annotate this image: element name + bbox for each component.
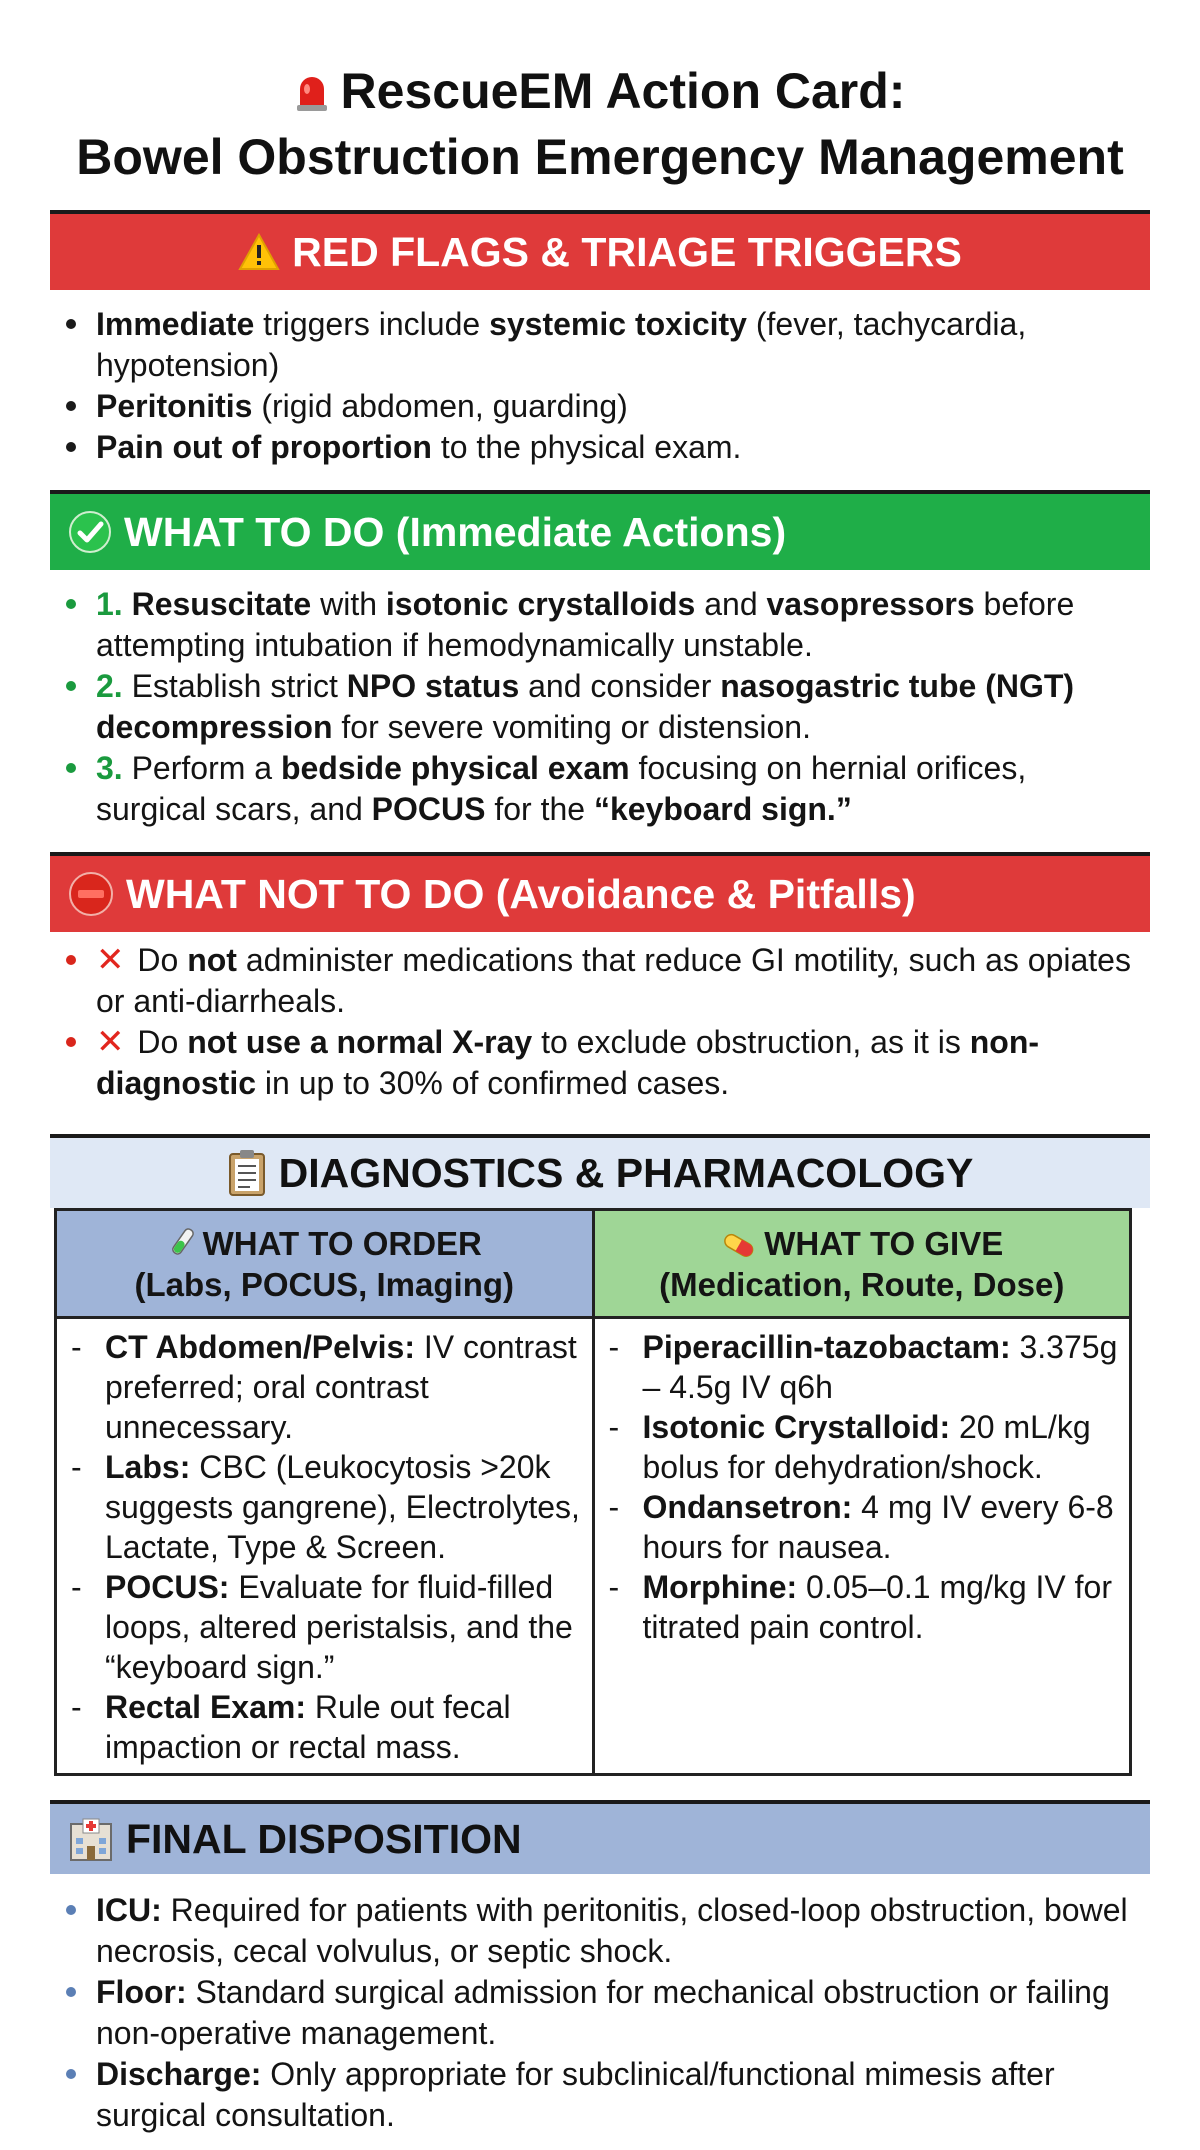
what-to-give-subtitle: (Medication, Route, Dose) [659,1265,1065,1303]
what-to-order-cell [57,1319,595,1773]
disposition-list [62,1890,1142,2136]
hospital-icon [68,1816,114,1862]
pill-icon [720,1231,758,1259]
what-to-order-list [65,1327,582,1767]
action-item: 2. Establish strict NPO status and consider nasogastric tube (NGT) decompression for severe vomiting or distension. [62,666,1142,748]
red-flag-item: Immediate triggers include systemic toxicity (fever, tachycardia, hypotension) [62,304,1142,386]
title-text-1: RescueEM Action Card: [340,63,906,119]
action-item: 3. Perform a bedside physical exam focusing on hernial orifices, surgical scars, and POCUS for the “keyboard sign.” [62,748,1142,830]
what-to-do-heading: WHAT TO DO (Immediate Actions) [124,508,787,555]
pitfall-item: ✕ Do not use a normal X-ray to exclude obstruction, as it is non-diagnostic in up to 30% of confirmed cases. [62,1022,1142,1104]
order-item: - Labs: CBC (Leukocytosis >20k suggests gangrene), Electrolytes, Lactate, Type & Screen. [65,1447,582,1567]
action-item: 1. Resuscitate with isotonic crystalloids and vasopressors before attempting intubation if hemodynamically unstable. [62,584,1142,666]
order-item: - Rectal Exam: Rule out fecal impaction or rectal mass. [65,1687,582,1767]
disposition-banner [50,1800,1150,1874]
page-title [40,58,1160,190]
red-flag-item: Pain out of proportion to the physical exam. [62,427,1142,468]
what-not-to-do-heading: WHAT NOT TO DO (Avoidance & Pitfalls) [126,870,916,917]
medication-item: - Piperacillin-tazobactam: 3.375g – 4.5g IV q6h [603,1327,1120,1407]
disposition-item: Discharge: Only appropriate for subclinical/functional mimesis after surgical consultation. [62,2054,1142,2136]
what-to-order-title: WHAT TO ORDER [202,1224,482,1262]
diagnostics-banner [50,1134,1150,1208]
what-not-to-do-list [62,940,1142,1104]
red-flags-list [62,304,1142,468]
order-item: - CT Abdomen/Pelvis: IV contrast preferred; oral contrast unnecessary. [65,1327,582,1447]
order-item: - POCUS: Evaluate for fluid-filled loops, altered peristalsis, and the “keyboard sign.” [65,1567,582,1687]
what-to-do-list [62,584,1142,830]
red-flag-item: Peritonitis (rigid abdomen, guarding) [62,386,1142,427]
stop-icon [68,871,114,917]
medication-item: - Ondansetron: 4 mg IV every 6-8 hours for nausea. [603,1487,1120,1567]
medication-item: - Morphine: 0.05–0.1 mg/kg IV for titrated pain control. [603,1567,1120,1647]
disposition-item: ICU: Required for patients with peritonitis, closed-loop obstruction, bowel necrosis, cecal volvulus, or septic shock. [62,1890,1142,1972]
pitfall-item: ✕ Do not administer medications that reduce GI motility, such as opiates or anti-diarrheals. [62,940,1142,1022]
what-to-give-title: WHAT TO GIVE [764,1224,1004,1262]
clipboard-icon [227,1149,267,1197]
what-to-order-header [57,1211,595,1316]
diagnostics-heading: DIAGNOSTICS & PHARMACOLOGY [278,1149,974,1196]
what-to-give-header [595,1211,1130,1316]
what-to-order-subtitle: (Labs, POCUS, Imaging) [134,1265,515,1303]
x-mark-icon: ✕ [96,1023,125,1061]
x-mark-icon: ✕ [96,941,125,979]
what-to-give-cell [595,1319,1130,1773]
disposition-heading: FINAL DISPOSITION [126,1815,522,1862]
title-line-2: Bowel Obstruction Emergency Management [76,129,1124,185]
what-not-to-do-banner [50,852,1150,932]
test-tube-icon [167,1225,197,1259]
red-flags-banner [50,210,1150,290]
medication-item: - Isotonic Crystalloid: 20 mL/kg bolus for dehydration/shock. [603,1407,1120,1487]
title-line-1 [40,58,1160,124]
red-flags-heading: RED FLAGS & TRIAGE TRIGGERS [292,228,962,275]
diagnostics-table [54,1208,1132,1776]
what-to-give-list [603,1327,1120,1647]
siren-icon [295,72,329,112]
what-to-do-banner [50,490,1150,570]
disposition-item: Floor: Standard surgical admission for mechanical obstruction or failing non-operative management. [62,1972,1142,2054]
warning-icon [238,233,280,271]
check-icon [68,510,112,554]
